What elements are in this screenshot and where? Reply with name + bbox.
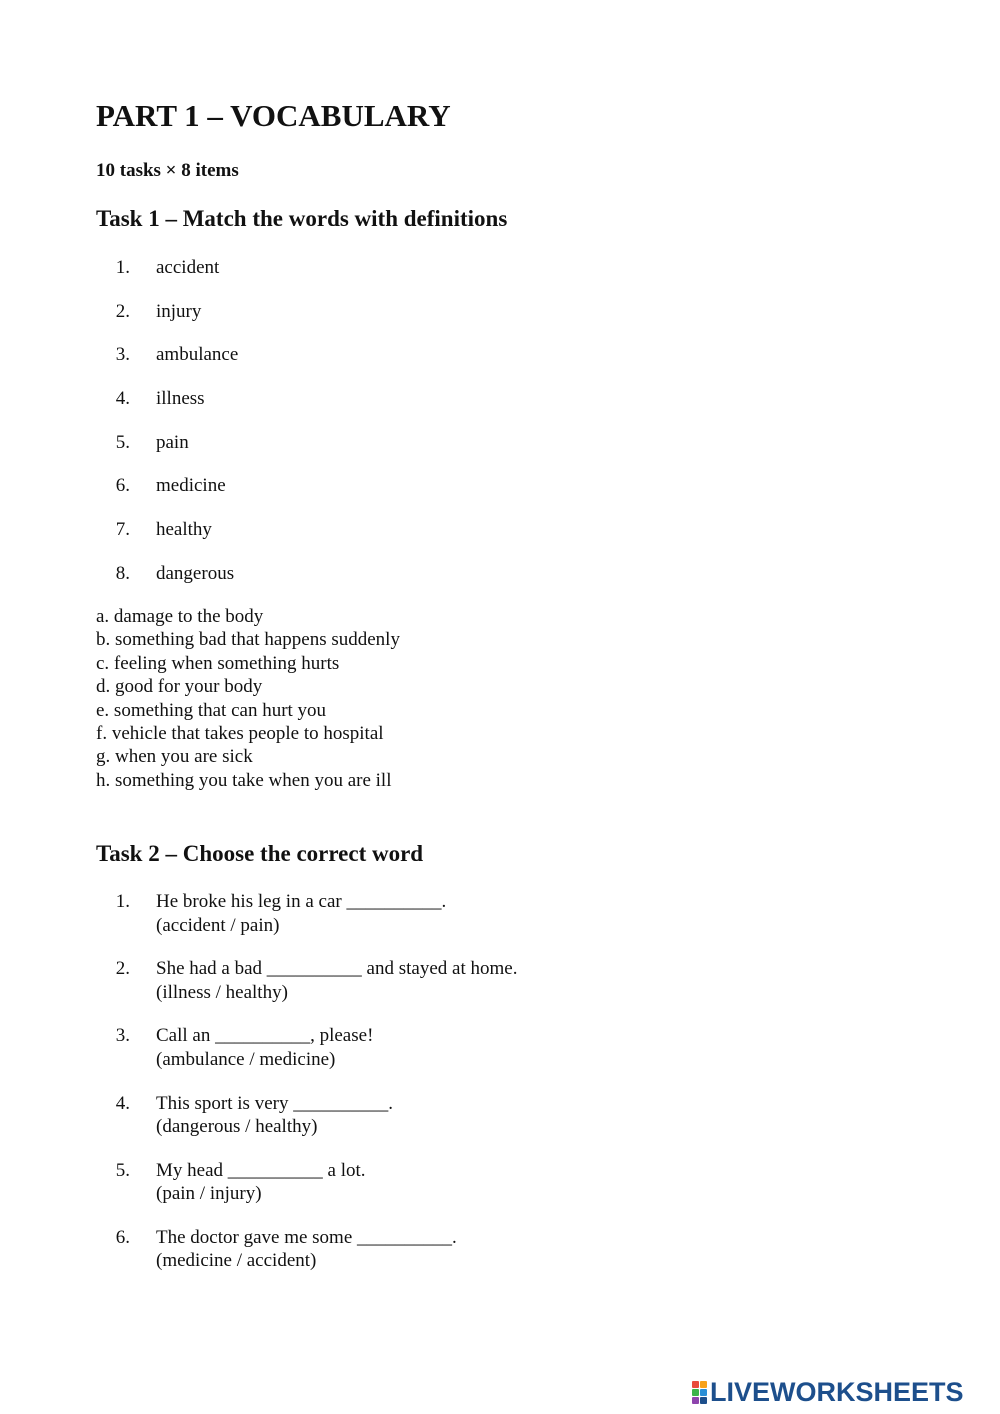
word-item [96, 472, 238, 516]
question-item [96, 890, 517, 957]
item-number: 8. [115, 562, 130, 584]
page-subtitle: 10 tasks × 8 items [96, 160, 239, 181]
question-options: (dangerous / healthy) [156, 1116, 318, 1138]
question-sentence: Call an __________, please! [156, 1025, 374, 1047]
word: accident [156, 257, 220, 278]
question-options: (illness / healthy) [156, 981, 288, 1003]
logo-text: LIVEWORKSHEETS [710, 1377, 964, 1407]
question-options: (medicine / accident) [156, 1250, 317, 1272]
word-item [96, 516, 238, 560]
task1-definitions [96, 605, 400, 792]
item-number: 7. [115, 519, 130, 541]
word: injury [156, 300, 202, 322]
question-sentence: My head __________ a lot. [156, 1159, 366, 1181]
liveworksheets-logo[interactable] [692, 1376, 964, 1408]
word-item [96, 298, 238, 342]
question-options: (ambulance / medicine) [156, 1048, 336, 1070]
logo-block [700, 1397, 707, 1404]
definition-item: b. something bad that happens suddenly [96, 629, 400, 651]
item-number: 6. [115, 475, 130, 497]
word: dangerous [156, 562, 235, 584]
definition-item: a. damage to the body [96, 606, 264, 627]
task2-question-list [96, 890, 517, 1293]
item-number: 5. [115, 431, 130, 453]
question-options: (pain / injury) [156, 1183, 262, 1205]
item-number: 4. [115, 388, 130, 410]
definition-item: d. good for your body [96, 676, 263, 698]
word-item [96, 341, 238, 385]
word-item [96, 560, 238, 604]
word-item [96, 429, 238, 473]
page-title: PART 1 – VOCABULARY [96, 98, 451, 133]
question-sentence: She had a bad __________ and stayed at home. [156, 958, 518, 980]
word: pain [156, 431, 189, 453]
word: medicine [156, 475, 226, 497]
word: healthy [156, 519, 212, 541]
logo-block [692, 1381, 699, 1388]
item-number: 1. [115, 257, 130, 278]
item-number: 1. [115, 891, 130, 912]
question-item [96, 1226, 517, 1293]
item-number: 2. [115, 300, 130, 322]
logo-block [700, 1381, 707, 1388]
item-number: 3. [115, 344, 130, 366]
question-sentence: This sport is very __________. [156, 1092, 393, 1114]
question-sentence: The doctor gave me some __________. [156, 1226, 457, 1248]
logo-block [692, 1389, 699, 1396]
word-item [96, 385, 238, 429]
question-item [96, 1159, 517, 1226]
item-number: 5. [115, 1159, 130, 1181]
task1-word-list [96, 254, 238, 604]
item-number: 3. [115, 1025, 130, 1047]
item-number: 2. [115, 958, 130, 980]
task1-title: Task 1 – Match the words with definitions [96, 206, 508, 231]
definition-item: e. something that can hurt you [96, 699, 327, 721]
question-item [96, 1092, 517, 1159]
question-sentence: He broke his leg in a car __________. [156, 891, 447, 912]
definition-item: c. feeling when something hurts [96, 652, 340, 674]
task2-title: Task 2 – Choose the correct word [96, 841, 424, 866]
question-options: (accident / pain) [156, 914, 280, 936]
question-item [96, 957, 517, 1024]
definition-item: h. something you take when you are ill [96, 769, 392, 791]
definition-item: f. vehicle that takes people to hospital [96, 722, 384, 744]
word-item [96, 254, 238, 298]
question-item [96, 1024, 517, 1091]
word: ambulance [156, 344, 239, 366]
item-number: 6. [115, 1226, 130, 1248]
word: illness [156, 388, 205, 410]
definition-item: g. when you are sick [96, 746, 253, 768]
item-number: 4. [115, 1092, 130, 1114]
liveworksheets-logo-icon [692, 1381, 707, 1404]
logo-block [692, 1397, 699, 1404]
logo-block [700, 1389, 707, 1396]
